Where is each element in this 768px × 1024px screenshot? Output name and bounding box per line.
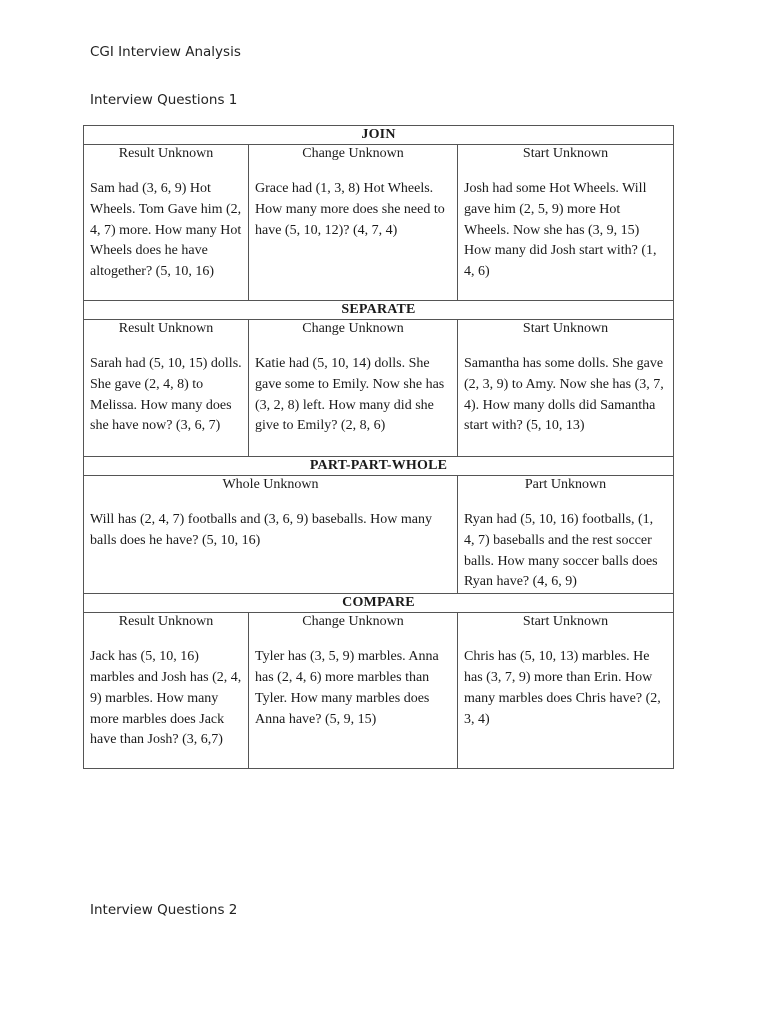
separate-result-unknown-cell xyxy=(84,320,249,457)
problem-text: Sam had (3, 6, 9) Hot Wheels. Tom Gave him (2, 4, 7) more. How many Hot Wheels does he have altogether? (5, 10, 16) xyxy=(90,181,242,280)
join-result-unknown-cell xyxy=(84,145,249,301)
join-row xyxy=(84,145,674,301)
join-start-unknown-cell xyxy=(458,145,674,301)
cell-header: Start Unknown xyxy=(522,614,609,630)
compare-result-unknown-cell xyxy=(84,613,249,769)
cell-header: Part Unknown xyxy=(524,477,607,492)
join-heading: JOIN xyxy=(84,126,674,145)
join-change-unknown-cell xyxy=(249,145,458,301)
cell-header: Change Unknown xyxy=(302,146,404,161)
cell-header: Whole Unknown xyxy=(222,477,319,492)
separate-row xyxy=(84,320,674,457)
cgi-problem-table xyxy=(83,125,674,769)
part-part-whole-heading-row xyxy=(84,457,674,476)
separate-heading-row xyxy=(84,301,674,320)
cell-header: Result Unknown xyxy=(118,321,214,336)
compare-row xyxy=(84,613,674,769)
separate-heading: SEPARATE xyxy=(84,301,674,320)
cell-header: Result Unknown xyxy=(118,146,214,161)
cell-header: Result Unknown xyxy=(118,614,214,630)
compare-start-unknown-cell xyxy=(458,613,674,769)
cell-header: Start Unknown xyxy=(522,321,609,336)
cell-header: Change Unknown xyxy=(302,614,404,630)
problem-text: Josh had some Hot Wheels. Will gave him (2, 5, 9) more Hot Wheels. Now she has (3, 9, 15) How many did Josh start with? (1, 4, 6) xyxy=(464,181,657,280)
separate-start-unknown-cell xyxy=(458,320,674,457)
cell-header: Start Unknown xyxy=(522,146,609,161)
section-heading-interview-questions-2: Interview Questions 2 xyxy=(90,902,238,918)
problem-text: Chris has (5, 10, 13) marbles. He has (3, 7, 9) more than Erin. How many marbles does Chris have? (2, 3, 4) xyxy=(464,649,661,727)
compare-change-unknown-cell xyxy=(249,613,458,769)
document-title: CGI Interview Analysis xyxy=(90,44,241,60)
problem-text: Ryan had (5, 10, 16) footballs, (1, 4, 7) baseballs and the rest soccer balls. How many soccer balls does Ryan have? (4, 6, 9) xyxy=(464,512,658,590)
problem-text: Sarah had (5, 10, 15) dolls. She gave (2, 4, 8) to Melissa. How many does she have now? (3, 6, 7) xyxy=(90,356,242,434)
cell-header: Change Unknown xyxy=(302,321,404,336)
join-heading-row xyxy=(84,126,674,145)
part-part-whole-heading: PART-PART-WHOLE xyxy=(84,457,674,476)
problem-text: Will has (2, 4, 7) footballs and (3, 6, 9) baseballs. How many balls does he have? (5, 10, 16) xyxy=(90,512,432,548)
problem-text: Jack has (5, 10, 16) marbles and Josh has (2, 4, 9) marbles. How many more marbles does Jack have than Josh? (3, 6,7) xyxy=(90,649,242,748)
section-heading-interview-questions-1: Interview Questions 1 xyxy=(90,92,238,108)
problem-text: Katie had (5, 10, 14) dolls. She gave some to Emily. Now she has (3, 2, 8) left. How many did she give to Emily? (2, 8, 6) xyxy=(255,356,445,434)
problem-text: Tyler has (3, 5, 9) marbles. Anna has (2, 4, 6) more marbles than Tyler. How many marbles does Anna have? (5, 9, 15) xyxy=(255,649,439,727)
ppw-whole-unknown-cell xyxy=(84,476,458,594)
part-part-whole-row xyxy=(84,476,674,594)
ppw-part-unknown-cell xyxy=(458,476,674,594)
compare-heading-row xyxy=(84,594,674,613)
separate-change-unknown-cell xyxy=(249,320,458,457)
compare-heading: COMPARE xyxy=(84,594,674,613)
problem-text: Grace had (1, 3, 8) Hot Wheels. How many more does she need to have (5, 10, 12)? (4, 7, 4) xyxy=(255,181,445,238)
problem-text: Samantha has some dolls. She gave (2, 3, 9) to Amy. Now she has (3, 7, 4). How many dolls did Samantha start with? (5, 10, 13) xyxy=(464,356,664,434)
